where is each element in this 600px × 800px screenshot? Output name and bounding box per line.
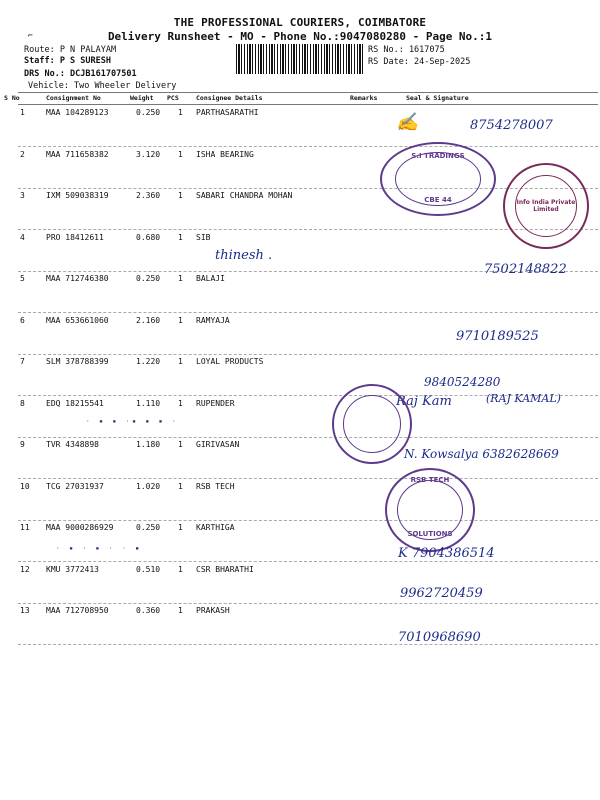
row-consignment: MAA 712708950	[46, 606, 109, 615]
row-sno: 2	[20, 150, 25, 159]
row-divider	[18, 520, 598, 521]
stamp-rsb-tech: RSB TECH SOLUTIONS	[385, 468, 475, 552]
scan-noise-8: · ▪ ▪ ·▪ ▪ ▪ ·	[86, 418, 179, 425]
row-pcs: 1	[178, 191, 183, 200]
row-consignment: TVR 4348898	[46, 440, 99, 449]
col-seal: Seal & Signature	[406, 94, 469, 102]
row-pcs: 1	[178, 108, 183, 117]
row-pcs: 1	[178, 233, 183, 242]
row-consignment: MAA 653661060	[46, 316, 109, 325]
row-divider	[18, 603, 598, 604]
barcode	[236, 44, 364, 74]
row-consignee: SABARI CHANDRA MOHAN	[196, 191, 293, 200]
stamp-info-india: Info India Private Limited	[503, 163, 589, 249]
table-row	[0, 274, 600, 316]
phone-11: K 7904386514	[398, 546, 495, 561]
col-weight: Weight	[130, 94, 154, 102]
row-weight: 2.160	[136, 316, 161, 325]
row-divider	[18, 146, 598, 147]
row-weight: 0.680	[136, 233, 161, 242]
header-top-line	[18, 92, 598, 93]
row-sno: 4	[20, 233, 25, 242]
drs-label: DRS No.: DCJB161707501	[24, 69, 137, 79]
table-row	[0, 523, 600, 565]
row-pcs: 1	[178, 482, 183, 491]
row-pcs: 1	[178, 440, 183, 449]
row-sno: 8	[20, 399, 25, 408]
row-consignment: TCG 27031937	[46, 482, 104, 491]
name-8-paren: (RAJ KAMAL)	[486, 392, 561, 405]
stamp-8	[332, 384, 412, 464]
row-weight: 0.510	[136, 565, 161, 574]
rs-no-label: RS No.: 1617075	[368, 45, 445, 55]
phone-13: 7010968690	[398, 630, 481, 645]
phone-8: 9840524280	[424, 375, 501, 389]
table-row	[0, 565, 600, 607]
row-pcs: 1	[178, 523, 183, 532]
row-consignment: SLM 378788399	[46, 357, 109, 366]
runsheet-subtitle: Delivery Runsheet - MO - Phone No.:9047080280 - Page No.:1	[107, 30, 493, 43]
row-sno: 9	[20, 440, 25, 449]
consignee-note-4: thinesh .	[215, 248, 273, 263]
row-consignee: ISHA BEARING	[196, 150, 254, 159]
row-consignee: GIRIVASAN	[196, 440, 240, 449]
row-sno: 6	[20, 316, 25, 325]
row-sno: 1	[20, 108, 25, 117]
row-consignee: RAMYAJA	[196, 316, 230, 325]
stamp-si-tradings: S.I TRADINGS CBE 44	[380, 142, 496, 216]
row-consignee: CSR BHARATHI	[196, 565, 254, 574]
row-consignment: KMU 3772413	[46, 565, 99, 574]
phone-4: 7502148822	[484, 262, 567, 277]
row-divider	[18, 437, 598, 438]
row-weight: 0.250	[136, 274, 161, 283]
col-pcs: PCS	[167, 94, 179, 102]
col-consignment: Consignment No	[46, 94, 101, 102]
row-pcs: 1	[178, 316, 183, 325]
row-consignee: PARTHASARATHI	[196, 108, 259, 117]
row-pcs: 1	[178, 565, 183, 574]
tick-mark: ⌐	[28, 31, 33, 40]
row-sno: 3	[20, 191, 25, 200]
row-divider	[18, 644, 598, 645]
col-remarks: Remarks	[350, 94, 378, 102]
signature-1: ✍	[396, 112, 419, 133]
phone-1: 8754278007	[470, 118, 553, 133]
row-consignee: RSB TECH	[196, 482, 235, 491]
row-consignee: SIB	[196, 233, 211, 242]
row-sno: 5	[20, 274, 25, 283]
row-weight: 1.020	[136, 482, 161, 491]
row-sno: 11	[20, 523, 30, 532]
row-pcs: 1	[178, 606, 183, 615]
row-sno: 10	[20, 482, 30, 491]
row-divider	[18, 561, 598, 562]
phone-6: 9710189525	[456, 329, 539, 344]
runsheet-title: THE PROFESSIONAL COURIERS, COIMBATORE	[173, 16, 427, 29]
note-9: N. Kowsalya 6382628669	[404, 447, 559, 461]
row-consignment: EDQ 18215541	[46, 399, 104, 408]
row-pcs: 1	[178, 274, 183, 283]
scan-noise-11: · ▪ · ▪ · · ▪	[56, 545, 142, 552]
row-consignment: MAA 9000286929	[46, 523, 114, 532]
row-consignment: MAA 104289123	[46, 108, 109, 117]
row-consignee: RUPENDER	[196, 399, 235, 408]
row-pcs: 1	[178, 357, 183, 366]
col-sno: S No	[4, 94, 20, 102]
row-consignee: KARTHIGA	[196, 523, 235, 532]
rs-date-label: RS Date: 24-Sep-2025	[368, 57, 471, 67]
row-divider	[18, 354, 598, 355]
row-consignee: LOYAL PRODUCTS	[196, 357, 264, 366]
row-weight: 0.250	[136, 523, 161, 532]
col-consignee: Consignee Details	[196, 94, 263, 102]
header-bottom-line	[18, 104, 598, 105]
row-weight: 1.180	[136, 440, 161, 449]
row-pcs: 1	[178, 150, 183, 159]
name-8: Raj Kam	[396, 394, 452, 409]
row-sno: 7	[20, 357, 25, 366]
row-consignment: IXM 509038319	[46, 191, 109, 200]
table-row	[0, 606, 600, 648]
row-consignee: BALAJI	[196, 274, 225, 283]
vehicle-label: Vehicle: Two Wheeler Delivery	[28, 81, 177, 91]
row-weight: 2.360	[136, 191, 161, 200]
row-sno: 13	[20, 606, 30, 615]
row-weight: 0.360	[136, 606, 161, 615]
staff-label: Staff: P S SURESH	[24, 56, 111, 66]
row-weight: 1.220	[136, 357, 161, 366]
row-pcs: 1	[178, 399, 183, 408]
row-weight: 0.250	[136, 108, 161, 117]
phone-12: 9962720459	[400, 586, 483, 601]
row-divider	[18, 478, 598, 479]
row-weight: 1.110	[136, 399, 161, 408]
row-sno: 12	[20, 565, 30, 574]
row-consignment: PRO 18412611	[46, 233, 104, 242]
row-consignment: MAA 711658382	[46, 150, 109, 159]
table-row	[0, 482, 600, 524]
row-consignee: PRAKASH	[196, 606, 230, 615]
route-label: Route: P N PALAYAM	[24, 45, 117, 55]
row-weight: 3.120	[136, 150, 161, 159]
row-divider	[18, 312, 598, 313]
row-consignment: MAA 712746380	[46, 274, 109, 283]
